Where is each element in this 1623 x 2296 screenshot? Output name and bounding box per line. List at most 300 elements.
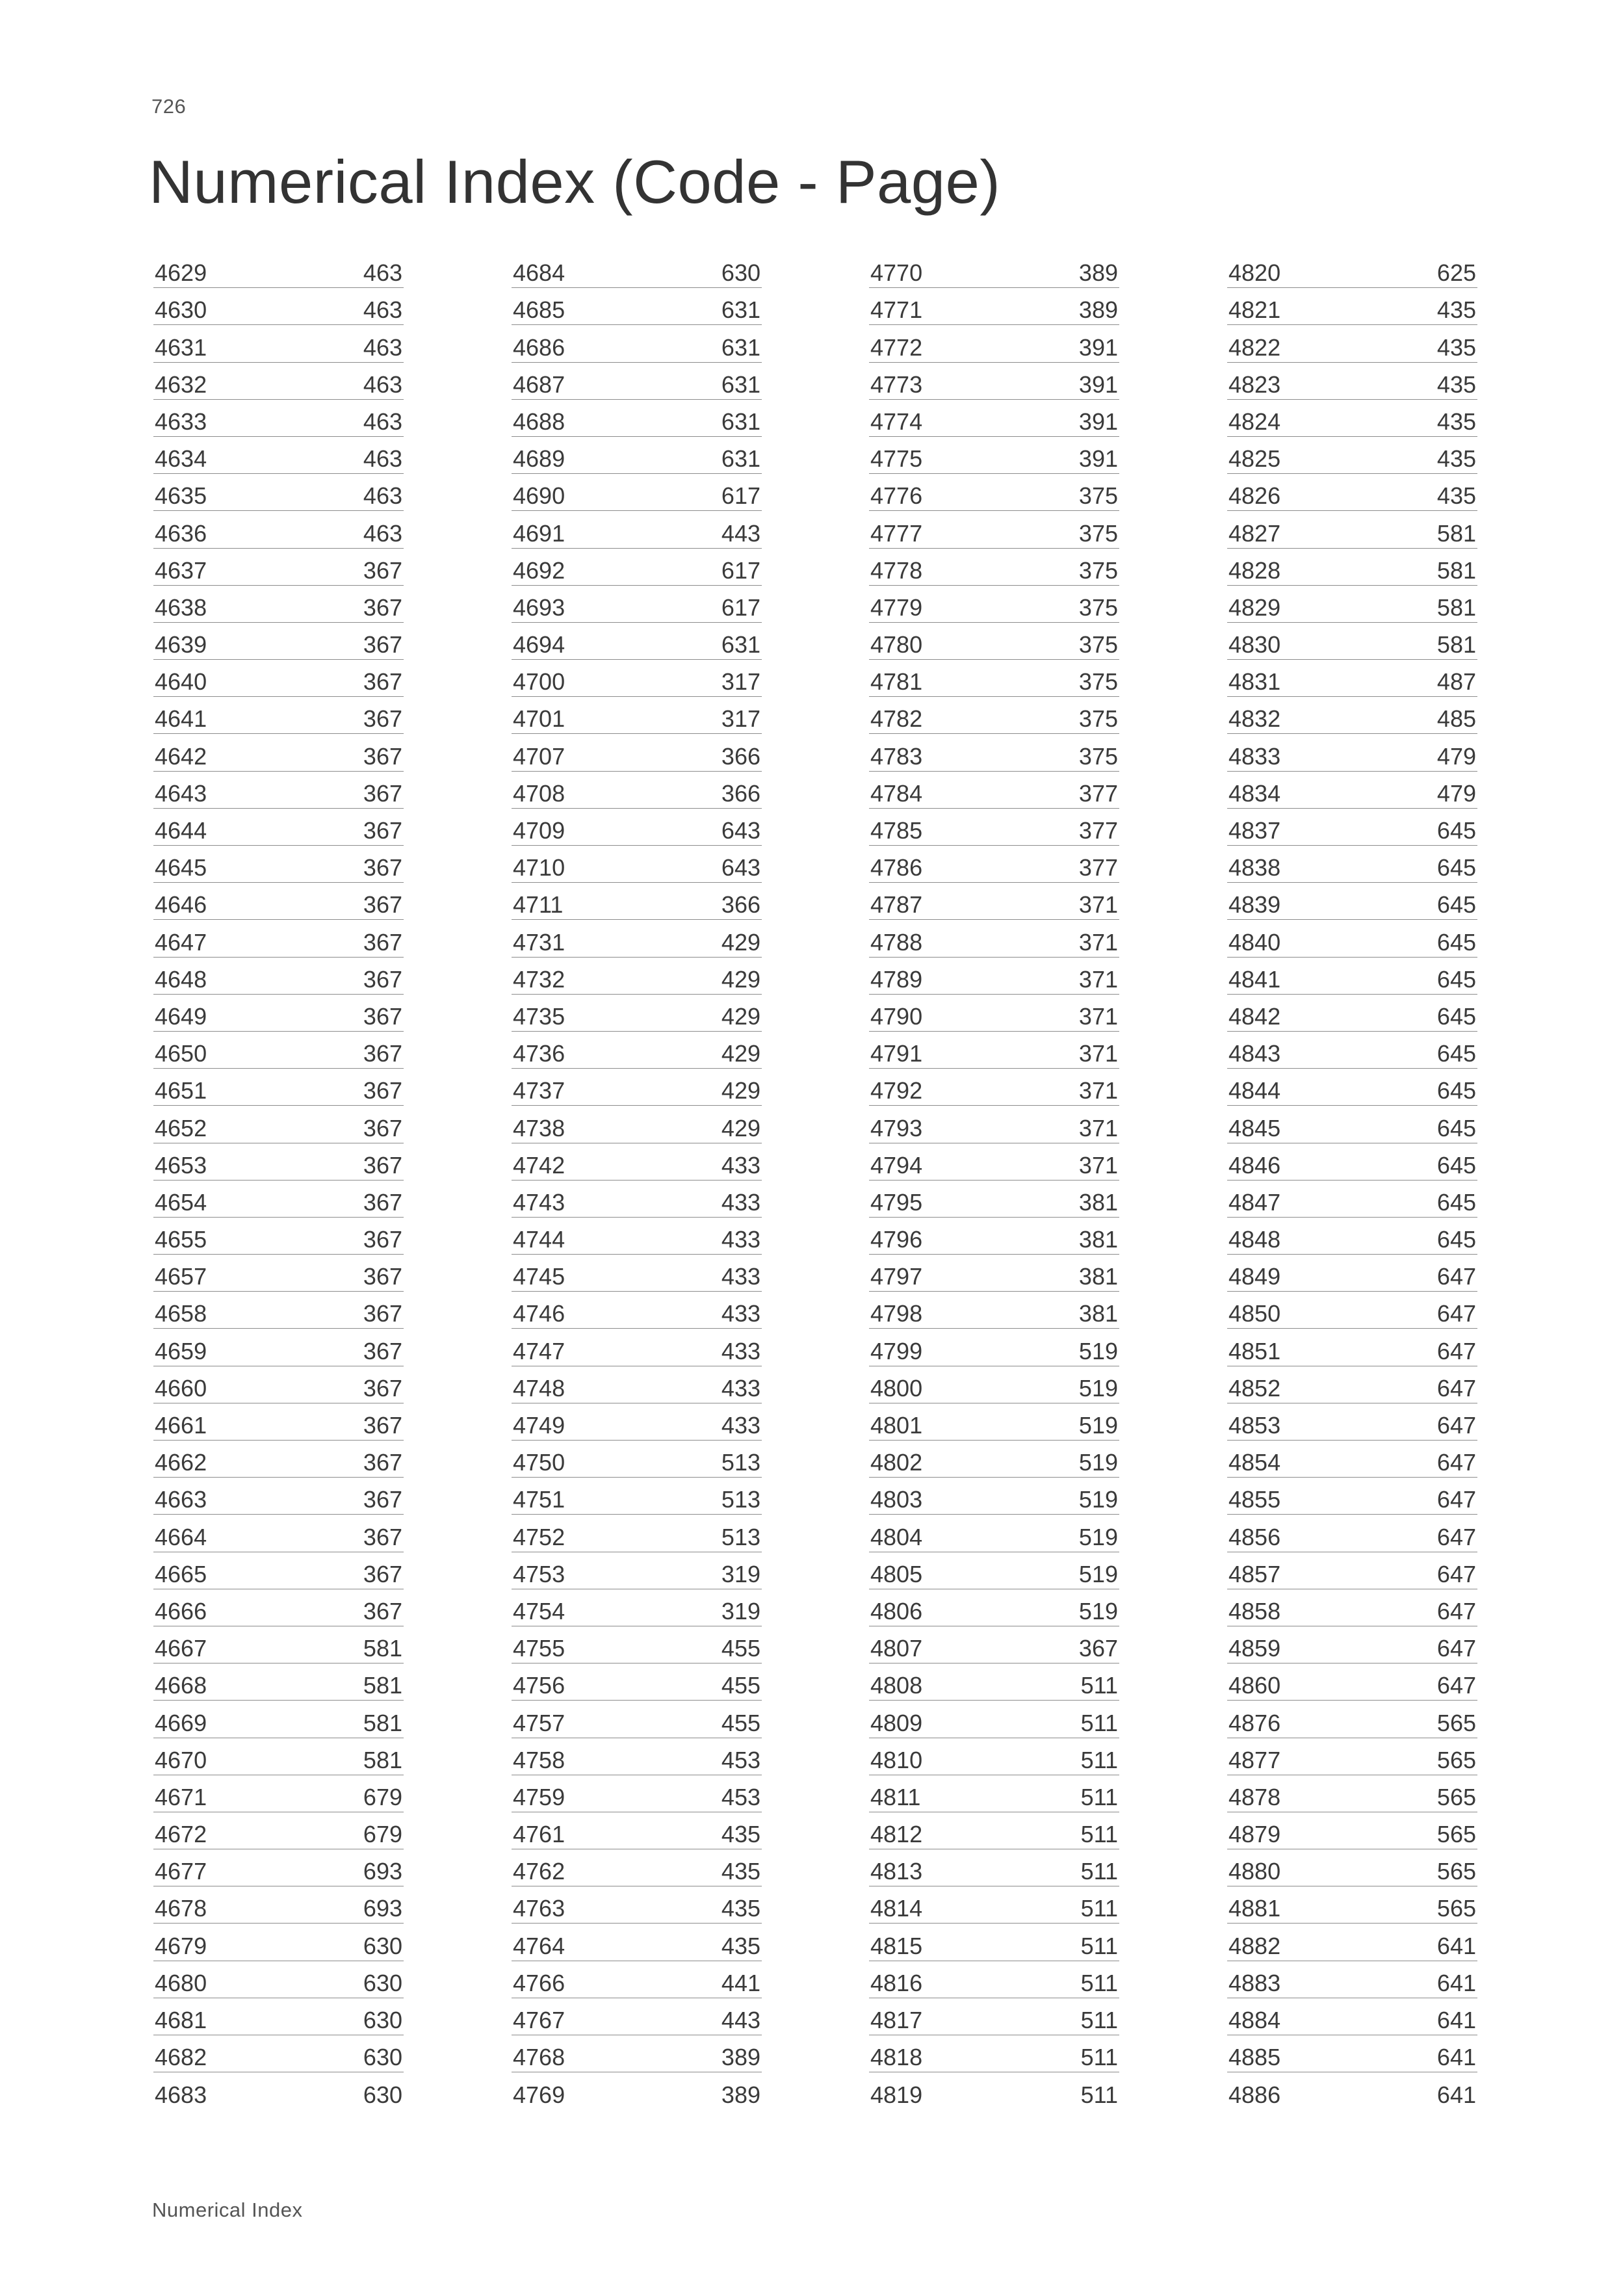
code-cell: 4633	[155, 408, 207, 435]
code-cell: 4751	[513, 1486, 565, 1513]
page-ref-cell: 617	[721, 556, 760, 584]
index-row	[869, 1403, 1119, 1441]
code-cell: 4768	[513, 2044, 565, 2071]
code-cell: 4761	[513, 1821, 565, 1848]
index-row	[512, 1478, 762, 1515]
code-cell: 4748	[513, 1374, 565, 1402]
index-row	[1227, 883, 1477, 920]
code-cell: 4840	[1228, 928, 1281, 956]
index-row	[512, 1143, 762, 1181]
page-ref-cell: 519	[1078, 1560, 1118, 1587]
index-row	[1227, 400, 1477, 437]
page-ref-cell: 565	[1436, 1858, 1476, 1885]
code-cell: 4819	[870, 2081, 923, 2109]
index-row	[512, 660, 762, 697]
page-ref-cell: 367	[363, 1449, 402, 1476]
index-row	[1227, 1738, 1477, 1775]
index-row	[869, 1441, 1119, 1478]
index-row	[1227, 1403, 1477, 1441]
index-row	[1227, 1589, 1477, 1626]
page-ref-cell: 565	[1436, 1746, 1476, 1773]
page-ref-cell: 645	[1436, 928, 1476, 956]
code-cell: 4860	[1228, 1672, 1281, 1699]
page-ref-cell: 435	[1436, 371, 1476, 398]
index-row	[512, 1515, 762, 1552]
code-cell: 4683	[155, 2081, 207, 2109]
index-row	[512, 1292, 762, 1329]
code-cell: 4841	[1228, 965, 1281, 993]
page-ref-cell: 453	[721, 1746, 760, 1773]
code-cell: 4764	[513, 1932, 565, 1959]
index-row	[153, 1329, 404, 1366]
index-row	[512, 2035, 762, 2072]
index-row	[153, 1849, 404, 1886]
index-row	[512, 958, 762, 995]
code-cell: 4807	[870, 1635, 923, 1662]
index-row	[869, 363, 1119, 400]
index-row	[869, 1181, 1119, 1218]
page-ref-cell: 679	[363, 1821, 402, 1848]
code-cell: 4670	[155, 1746, 207, 1773]
page-ref-cell: 643	[721, 817, 760, 844]
index-row	[869, 1924, 1119, 1961]
code-cell: 4882	[1228, 1932, 1281, 1959]
page-ref-cell: 631	[721, 631, 760, 659]
index-row	[153, 1069, 404, 1106]
code-cell: 4830	[1228, 631, 1281, 659]
page-ref-cell: 429	[721, 965, 760, 993]
index-row	[1227, 288, 1477, 325]
page-ref-cell: 645	[1436, 1226, 1476, 1253]
index-row	[1227, 995, 1477, 1032]
index-row	[869, 2035, 1119, 2072]
index-row	[1227, 1106, 1477, 1143]
index-row	[1227, 1181, 1477, 1218]
index-row	[1227, 1441, 1477, 1478]
index-row	[512, 437, 762, 474]
index-row	[1227, 660, 1477, 697]
index-row	[1227, 809, 1477, 846]
code-cell: 4755	[513, 1635, 565, 1662]
code-cell: 4735	[513, 1002, 565, 1030]
code-cell: 4658	[155, 1300, 207, 1327]
index-row	[512, 920, 762, 957]
index-row	[512, 1552, 762, 1589]
index-row	[1227, 846, 1477, 883]
index-row	[1227, 1552, 1477, 1589]
code-cell: 4837	[1228, 817, 1281, 844]
page-ref-cell: 511	[1080, 1969, 1118, 1996]
page-ref-cell: 511	[1080, 1783, 1118, 1810]
page-ref-cell: 391	[1078, 371, 1118, 398]
code-cell: 4852	[1228, 1374, 1281, 1402]
index-row	[153, 1961, 404, 1998]
page-ref-cell: 513	[721, 1486, 760, 1513]
page-ref-cell: 367	[363, 779, 402, 807]
code-cell: 4769	[513, 2081, 565, 2109]
index-row	[1227, 1701, 1477, 1738]
index-row	[512, 288, 762, 325]
page-ref-cell: 511	[1080, 2007, 1118, 2033]
code-cell: 4822	[1228, 333, 1281, 361]
code-cell: 4849	[1228, 1263, 1281, 1290]
index-row	[869, 623, 1119, 660]
code-cell: 4762	[513, 1858, 565, 1885]
page-ref-cell: 367	[363, 1188, 402, 1216]
page-ref-cell: 367	[363, 928, 402, 956]
index-row	[869, 549, 1119, 586]
code-cell: 4694	[513, 631, 565, 659]
page-ref-cell: 367	[363, 854, 402, 881]
page-ref-cell: 511	[1080, 1895, 1118, 1922]
page-ref-cell: 641	[1436, 1932, 1476, 1959]
page-ref-cell: 367	[363, 1374, 402, 1402]
index-row	[153, 288, 404, 325]
index-row	[512, 1106, 762, 1143]
code-cell: 4681	[155, 2007, 207, 2033]
index-row	[512, 995, 762, 1032]
code-cell: 4686	[513, 333, 565, 361]
index-row	[512, 809, 762, 846]
index-row	[512, 400, 762, 437]
code-cell: 4798	[870, 1300, 923, 1327]
code-cell: 4754	[513, 1597, 565, 1624]
page-ref-cell: 455	[721, 1635, 760, 1662]
code-cell: 4806	[870, 1597, 923, 1624]
code-cell: 4660	[155, 1374, 207, 1402]
code-cell: 4883	[1228, 1969, 1281, 1996]
index-row	[869, 400, 1119, 437]
page-ref-cell: 645	[1436, 1188, 1476, 1216]
index-row	[869, 1663, 1119, 1701]
page-ref-cell: 371	[1078, 965, 1118, 993]
code-cell: 4851	[1228, 1337, 1281, 1364]
index-row	[153, 883, 404, 920]
code-cell: 4767	[513, 2007, 565, 2033]
code-cell: 4786	[870, 854, 923, 881]
code-cell: 4776	[870, 482, 923, 510]
code-cell: 4631	[155, 333, 207, 361]
code-cell: 4885	[1228, 2044, 1281, 2071]
code-cell: 4839	[1228, 891, 1281, 919]
index-row	[512, 1366, 762, 1403]
index-row	[1227, 549, 1477, 586]
page-ref-cell: 630	[721, 259, 760, 287]
index-row	[153, 1924, 404, 1961]
code-cell: 4684	[513, 259, 565, 287]
index-row	[1227, 1998, 1477, 2035]
index-row	[512, 1403, 762, 1441]
page-ref-cell: 389	[1078, 259, 1118, 287]
index-row	[1227, 1886, 1477, 1924]
code-cell: 4677	[155, 1858, 207, 1885]
code-cell: 4744	[513, 1226, 565, 1253]
page-ref-cell: 435	[1436, 445, 1476, 473]
page-ref-cell: 375	[1078, 631, 1118, 659]
page-ref-cell: 371	[1078, 1077, 1118, 1104]
index-row	[1227, 697, 1477, 734]
page-ref-cell: 429	[721, 1077, 760, 1104]
code-cell: 4731	[513, 928, 565, 956]
code-cell: 4745	[513, 1263, 565, 1290]
code-cell: 4831	[1228, 668, 1281, 696]
index-row	[512, 1701, 762, 1738]
page-ref-cell: 367	[363, 1523, 402, 1550]
page-ref-cell: 367	[363, 1560, 402, 1587]
index-row	[512, 1626, 762, 1663]
code-cell: 4876	[1228, 1709, 1281, 1736]
page-ref-cell: 433	[721, 1374, 760, 1402]
index-row	[153, 846, 404, 883]
page-number: 726	[151, 95, 187, 118]
code-cell: 4644	[155, 817, 207, 844]
page-ref-cell: 319	[721, 1597, 760, 1624]
index-row	[1227, 325, 1477, 362]
page-ref-cell: 631	[721, 333, 760, 361]
code-cell: 4790	[870, 1002, 923, 1030]
page-ref-cell: 453	[721, 1783, 760, 1810]
code-cell: 4771	[870, 296, 923, 324]
index-row	[153, 549, 404, 586]
index-row	[512, 1329, 762, 1366]
page-ref-cell: 645	[1436, 1077, 1476, 1104]
code-cell: 4687	[513, 371, 565, 398]
index-row	[869, 474, 1119, 511]
code-cell: 4653	[155, 1151, 207, 1179]
index-row	[153, 1106, 404, 1143]
index-row	[1227, 1812, 1477, 1849]
index-row	[512, 697, 762, 734]
index-row	[1227, 1032, 1477, 1069]
index-row	[153, 1366, 404, 1403]
code-cell: 4801	[870, 1412, 923, 1439]
index-table	[0, 251, 1623, 2117]
page-ref-cell: 371	[1078, 1151, 1118, 1179]
page-ref-cell: 519	[1078, 1523, 1118, 1550]
index-row	[512, 325, 762, 362]
index-row	[869, 1032, 1119, 1069]
code-cell: 4637	[155, 556, 207, 584]
index-row	[512, 1812, 762, 1849]
index-row	[512, 549, 762, 586]
page-ref-cell: 645	[1436, 817, 1476, 844]
page-ref-cell: 429	[721, 1002, 760, 1030]
index-row	[512, 511, 762, 548]
code-cell: 4815	[870, 1932, 923, 1959]
index-row	[512, 1998, 762, 2035]
index-row	[869, 1961, 1119, 1998]
index-row	[869, 511, 1119, 548]
code-cell: 4691	[513, 519, 565, 547]
code-cell: 4642	[155, 742, 207, 770]
code-cell: 4842	[1228, 1002, 1281, 1030]
code-cell: 4848	[1228, 1226, 1281, 1253]
index-row	[512, 363, 762, 400]
page-ref-cell: 630	[363, 1932, 402, 1959]
page-ref-cell: 630	[363, 2044, 402, 2071]
page-ref-cell: 519	[1078, 1337, 1118, 1364]
code-cell: 4663	[155, 1486, 207, 1513]
code-cell: 4752	[513, 1523, 565, 1550]
code-cell: 4827	[1228, 519, 1281, 547]
page-ref-cell: 631	[721, 296, 760, 324]
code-cell: 4643	[155, 779, 207, 807]
page-ref-cell: 367	[363, 1337, 402, 1364]
code-cell: 4859	[1228, 1635, 1281, 1662]
index-row	[1227, 734, 1477, 771]
code-cell: 4689	[513, 445, 565, 473]
index-row	[869, 1998, 1119, 2035]
page-ref-cell: 441	[721, 1969, 760, 1996]
code-cell: 4878	[1228, 1783, 1281, 1810]
code-cell: 4749	[513, 1412, 565, 1439]
page-ref-cell: 647	[1436, 1300, 1476, 1327]
index-row	[153, 1032, 404, 1069]
code-cell: 4838	[1228, 854, 1281, 881]
page-ref-cell: 647	[1436, 1635, 1476, 1662]
code-cell: 4854	[1228, 1449, 1281, 1476]
page-ref-cell: 435	[1436, 408, 1476, 435]
page-ref-cell: 519	[1078, 1412, 1118, 1439]
code-cell: 4649	[155, 1002, 207, 1030]
index-row	[512, 1218, 762, 1255]
code-cell: 4630	[155, 296, 207, 324]
page-ref-cell: 433	[721, 1412, 760, 1439]
page-ref-cell: 391	[1078, 408, 1118, 435]
index-row	[869, 1143, 1119, 1181]
page-ref-cell: 565	[1436, 1783, 1476, 1810]
code-cell: 4763	[513, 1895, 565, 1922]
code-cell: 4770	[870, 259, 923, 287]
index-row	[869, 846, 1119, 883]
page-ref-cell: 519	[1078, 1486, 1118, 1513]
footer-label: Numerical Index	[152, 2198, 303, 2221]
code-cell: 4825	[1228, 445, 1281, 473]
page-ref-cell: 371	[1078, 1040, 1118, 1067]
index-row	[1227, 1515, 1477, 1552]
code-cell: 4879	[1228, 1821, 1281, 1848]
index-row	[869, 1626, 1119, 1663]
index-row	[869, 1106, 1119, 1143]
code-cell: 4780	[870, 631, 923, 659]
page-ref-cell: 647	[1436, 1560, 1476, 1587]
page-ref-cell: 679	[363, 1783, 402, 1810]
page-ref-cell: 479	[1436, 779, 1476, 807]
page-ref-cell: 463	[363, 482, 402, 510]
page-ref-cell: 375	[1078, 594, 1118, 621]
page-ref-cell: 381	[1078, 1226, 1118, 1253]
index-row	[153, 1589, 404, 1626]
page-ref-cell: 375	[1078, 519, 1118, 547]
index-row	[153, 474, 404, 511]
page-ref-cell: 367	[363, 1151, 402, 1179]
code-cell: 4659	[155, 1337, 207, 1364]
page-ref-cell: 479	[1436, 742, 1476, 770]
code-cell: 4690	[513, 482, 565, 510]
page-ref-cell: 631	[721, 445, 760, 473]
code-cell: 4834	[1228, 779, 1281, 807]
index-row	[869, 1738, 1119, 1775]
index-column	[512, 251, 762, 2109]
page-ref-cell: 647	[1436, 1263, 1476, 1290]
page-ref-cell: 463	[363, 519, 402, 547]
index-row	[512, 846, 762, 883]
code-cell: 4850	[1228, 1300, 1281, 1327]
code-cell: 4736	[513, 1040, 565, 1067]
page-ref-cell: 367	[1078, 1635, 1118, 1662]
page-ref-cell: 435	[721, 1821, 760, 1848]
code-cell: 4759	[513, 1783, 565, 1810]
page-ref-cell: 647	[1436, 1412, 1476, 1439]
index-row	[1227, 251, 1477, 288]
page-ref-cell: 371	[1078, 1002, 1118, 1030]
index-row	[153, 1886, 404, 1924]
page-ref-cell: 647	[1436, 1337, 1476, 1364]
index-row	[512, 2072, 762, 2109]
index-row	[153, 1478, 404, 1515]
page-ref-cell: 513	[721, 1523, 760, 1550]
code-cell: 4793	[870, 1114, 923, 1141]
index-row	[869, 958, 1119, 995]
page-ref-cell: 463	[363, 408, 402, 435]
page-ref-cell: 463	[363, 445, 402, 473]
code-cell: 4774	[870, 408, 923, 435]
index-row	[1227, 1255, 1477, 1292]
page-ref-cell: 463	[363, 371, 402, 398]
index-row	[1227, 920, 1477, 957]
page-ref-cell: 463	[363, 333, 402, 361]
index-row	[869, 697, 1119, 734]
code-cell: 4640	[155, 668, 207, 696]
code-cell: 4783	[870, 742, 923, 770]
code-cell: 4634	[155, 445, 207, 473]
page-ref-cell: 377	[1078, 854, 1118, 881]
index-row	[512, 1069, 762, 1106]
page-ref-cell: 643	[721, 854, 760, 881]
code-cell: 4757	[513, 1709, 565, 1736]
index-row	[869, 1329, 1119, 1366]
code-cell: 4803	[870, 1486, 923, 1513]
index-row	[1227, 511, 1477, 548]
page-ref-cell: 581	[363, 1635, 402, 1662]
page-ref-cell: 581	[363, 1709, 402, 1736]
index-row	[153, 697, 404, 734]
page-ref-cell: 371	[1078, 1114, 1118, 1141]
page-ref-cell: 565	[1436, 1821, 1476, 1848]
code-cell: 4799	[870, 1337, 923, 1364]
index-row	[153, 363, 404, 400]
code-cell: 4758	[513, 1746, 565, 1773]
index-row	[153, 623, 404, 660]
code-cell: 4844	[1228, 1077, 1281, 1104]
index-row	[869, 288, 1119, 325]
code-cell: 4743	[513, 1188, 565, 1216]
page-ref-cell: 367	[363, 1002, 402, 1030]
page-ref-cell: 455	[721, 1709, 760, 1736]
page-ref-cell: 443	[721, 519, 760, 547]
index-row	[512, 586, 762, 623]
code-cell: 4809	[870, 1709, 923, 1736]
index-row	[1227, 623, 1477, 660]
index-row	[1227, 1292, 1477, 1329]
code-cell: 4679	[155, 1932, 207, 1959]
code-cell: 4826	[1228, 482, 1281, 510]
index-row	[869, 920, 1119, 957]
page-ref-cell: 647	[1436, 1486, 1476, 1513]
page-ref-cell: 487	[1436, 668, 1476, 696]
page-ref-cell: 443	[721, 2007, 760, 2033]
code-cell: 4817	[870, 2007, 923, 2033]
